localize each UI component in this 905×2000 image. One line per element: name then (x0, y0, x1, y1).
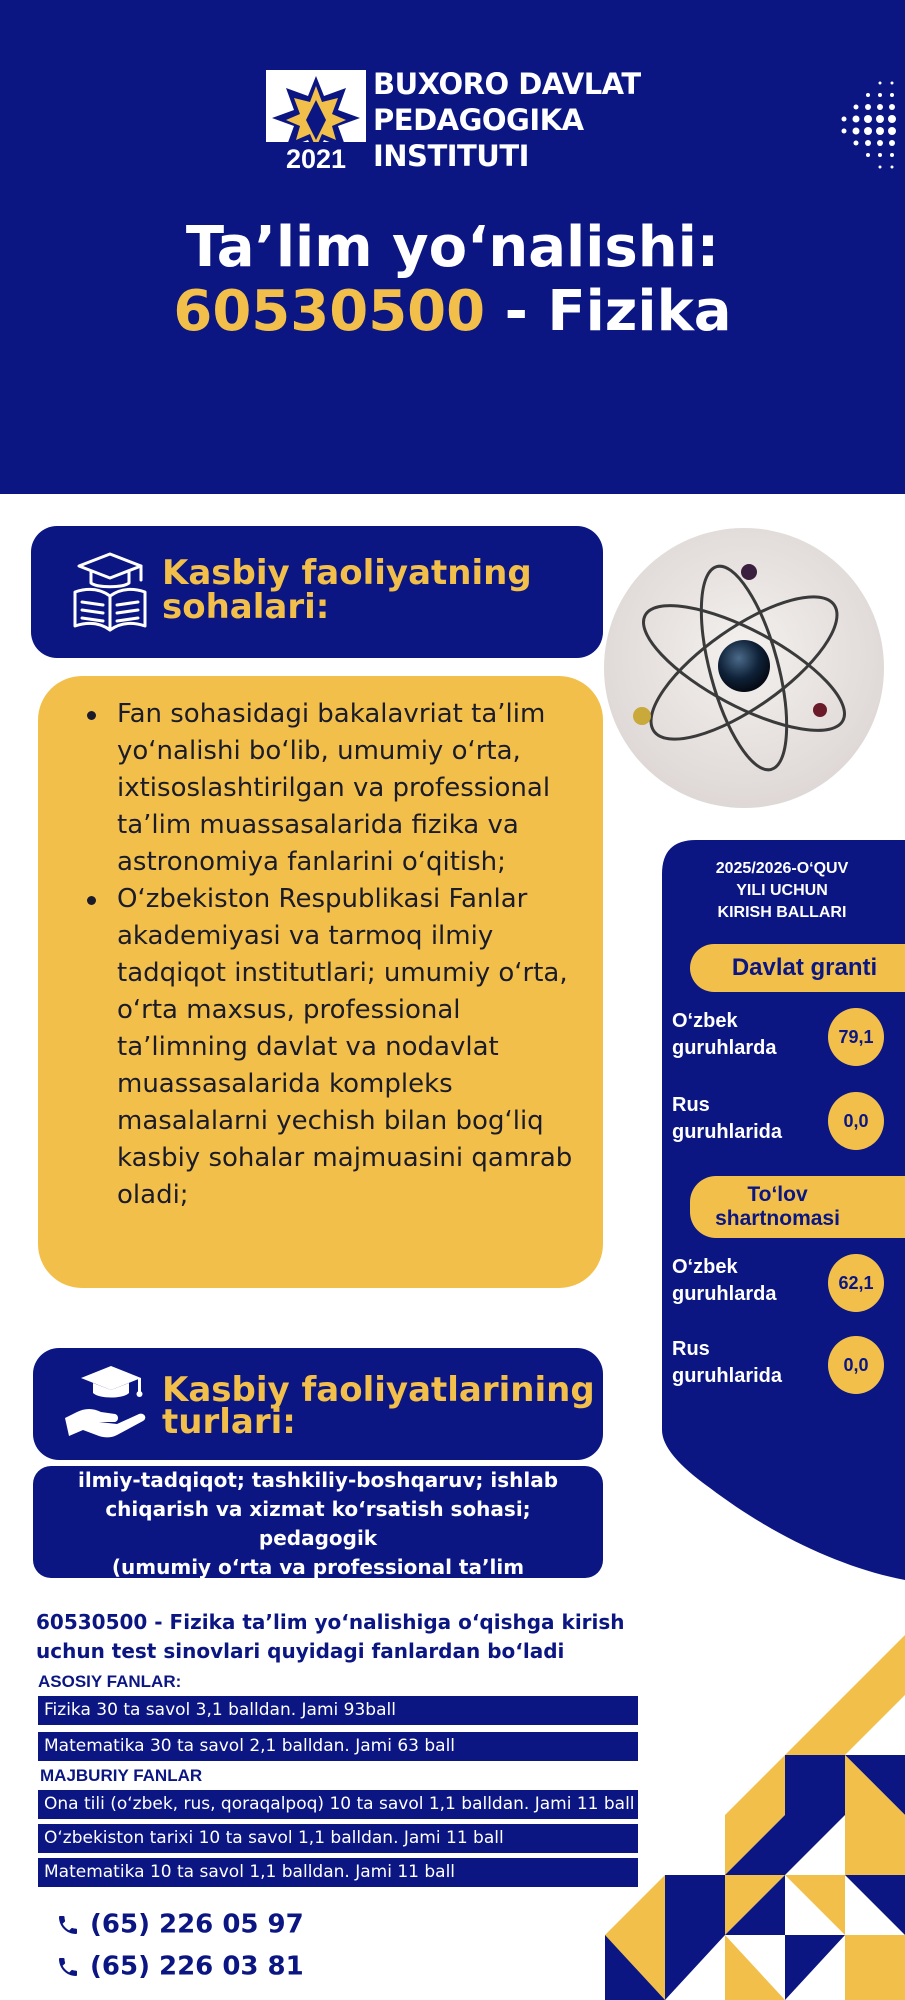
institution-name-line: INSTITUTI (373, 139, 529, 173)
phone-number[interactable]: (65) 226 03 81 (90, 1951, 304, 1982)
subject-row: Matematika 10 ta savol 1,1 balldan. Jami 11 ball (38, 1858, 638, 1887)
title-line: Ta’lim yo‘nalishi: (185, 215, 720, 280)
score-row-label-line: guruhlarida (672, 1121, 783, 1143)
atom-icon (604, 528, 884, 808)
score-row-label-line: O‘zbek (672, 1010, 738, 1032)
logo-year: 2021 (285, 144, 347, 174)
section-title-line: sohalari: (162, 587, 330, 627)
score-value-badge: 62,1 (828, 1254, 884, 1312)
exam-intro (36, 1608, 656, 1666)
header-banner (0, 0, 905, 494)
hand-graduation-cap-icon (61, 1360, 147, 1446)
score-row-label-line: Rus (672, 1338, 710, 1360)
list-item: O‘zbekiston Respublikasi Fanlar akademiyasi va tarmoq ilmiy tadqiqot institutlari; umumiy o‘rta, o‘rta maxsus, professional ta’limning davlat va nodavlat muassasalarida kompleks masalalarni yechish bilan bog‘liq kasbiy sohalar majmuasini qamrab oladi; (117, 881, 587, 1214)
program-line (0, 280, 905, 344)
activity-types-line: chiqarish va xizmat ko‘rsatish sohasi; pedagogik (105, 1497, 531, 1550)
scores-heading-line: KIRISH BALLARI (717, 904, 847, 921)
activity-types-heading-box (33, 1348, 603, 1460)
phone-contact[interactable] (56, 1948, 304, 1984)
section-title-line: turlari: (162, 1402, 296, 1442)
score-row-label (672, 1008, 776, 1062)
score-row-label (672, 1336, 782, 1390)
score-value-badge: 0,0 (828, 1092, 884, 1150)
institution-name-line: BUXORO DAVLAT (373, 67, 641, 101)
score-row-label-line: guruhlarida (672, 1365, 783, 1387)
contract-label (690, 1176, 905, 1238)
phone-contact[interactable] (56, 1906, 304, 1942)
subject-row: Fizika 30 ta savol 3,1 balldan. Jami 93ball (38, 1696, 638, 1725)
program-name: Fizika (547, 279, 732, 344)
institution-name-line: PEDAGOGIKA (373, 103, 584, 137)
score-row-label-line: Rus (672, 1094, 710, 1116)
activity-areas-heading-box (31, 526, 603, 658)
activity-types-line: muassasalarida) faoliyat; (174, 1584, 461, 1608)
exam-intro-line: 60530500 - Fizika ta’lim yo‘nalishiga o‘qishga kirish (36, 1610, 625, 1634)
score-row-label (672, 1092, 782, 1146)
list-item: Fan sohasidagi bakalavriat ta’lim yo‘nalishi bo‘lib, umumiy o‘rta, ixtisoslashtirilgan va professional ta’lim muassasalarida fizika va astronomiya fanlarini o‘qitish; (117, 696, 587, 881)
institution-name (373, 66, 641, 174)
activity-areas-list (117, 696, 587, 1214)
score-row-label (672, 1254, 776, 1308)
exam-intro-line: uchun test sinovlari quyidagi fanlardan bo‘ladi (36, 1639, 565, 1663)
phone-icon (56, 1913, 80, 1937)
dots-decoration (830, 78, 900, 174)
phone-number[interactable]: (65) 226 05 97 (90, 1909, 304, 1940)
score-row-label-line: guruhlarda (672, 1037, 777, 1059)
geometric-pattern-decoration (605, 1635, 905, 2000)
subject-row: Matematika 30 ta savol 2,1 balldan. Jami 63 ball (38, 1732, 638, 1761)
state-grant-label: Davlat granti (690, 944, 905, 992)
subject-row: Ona tili (o‘zbek, rus, qoraqalpoq) 10 ta savol 1,1 balldan. Jami 11 ball (38, 1790, 638, 1819)
section-title (162, 1370, 595, 1442)
activity-types-text (33, 1466, 603, 1608)
admission-scores-panel (662, 840, 905, 1580)
page-title (0, 216, 905, 344)
scores-heading-line: YILI UCHUN (736, 882, 828, 899)
score-value-badge: 0,0 (828, 1336, 884, 1394)
institute-logo (266, 70, 366, 174)
program-separator: - (485, 279, 548, 344)
subject-row: O‘zbekiston tarixi 10 ta savol 1,1 balldan. Jami 11 ball (38, 1824, 638, 1853)
score-row-label-line: guruhlarda (672, 1283, 777, 1305)
activity-types-line: (umumiy o‘rta va professional ta’lim (111, 1555, 525, 1579)
program-code: 60530500 (173, 279, 486, 344)
scores-heading-line: 2025/2026-O‘QUV (715, 860, 849, 877)
scores-heading (682, 858, 882, 924)
section-title-line: Kasbiy faoliyatning (162, 553, 532, 593)
section-title-line: Kasbiy faoliyatlarining (162, 1370, 595, 1410)
score-value-badge: 79,1 (828, 1008, 884, 1066)
open-book-graduation-cap-icon (71, 550, 149, 632)
activity-types-line: ilmiy-tadqiqot; tashkiliy-boshqaruv; ishlab (77, 1468, 559, 1492)
contract-label-line: shartnomasi (715, 1207, 840, 1230)
phone-icon (56, 1955, 80, 1979)
activity-areas-box (38, 676, 603, 1288)
section-title (162, 553, 532, 627)
main-subjects-heading: ASOSIY FANLAR: (38, 1672, 182, 1691)
contract-label-line: To‘lov (747, 1183, 808, 1206)
score-row-label-line: O‘zbek (672, 1256, 738, 1278)
required-subjects-heading: MAJBURIY FANLAR (40, 1766, 203, 1785)
